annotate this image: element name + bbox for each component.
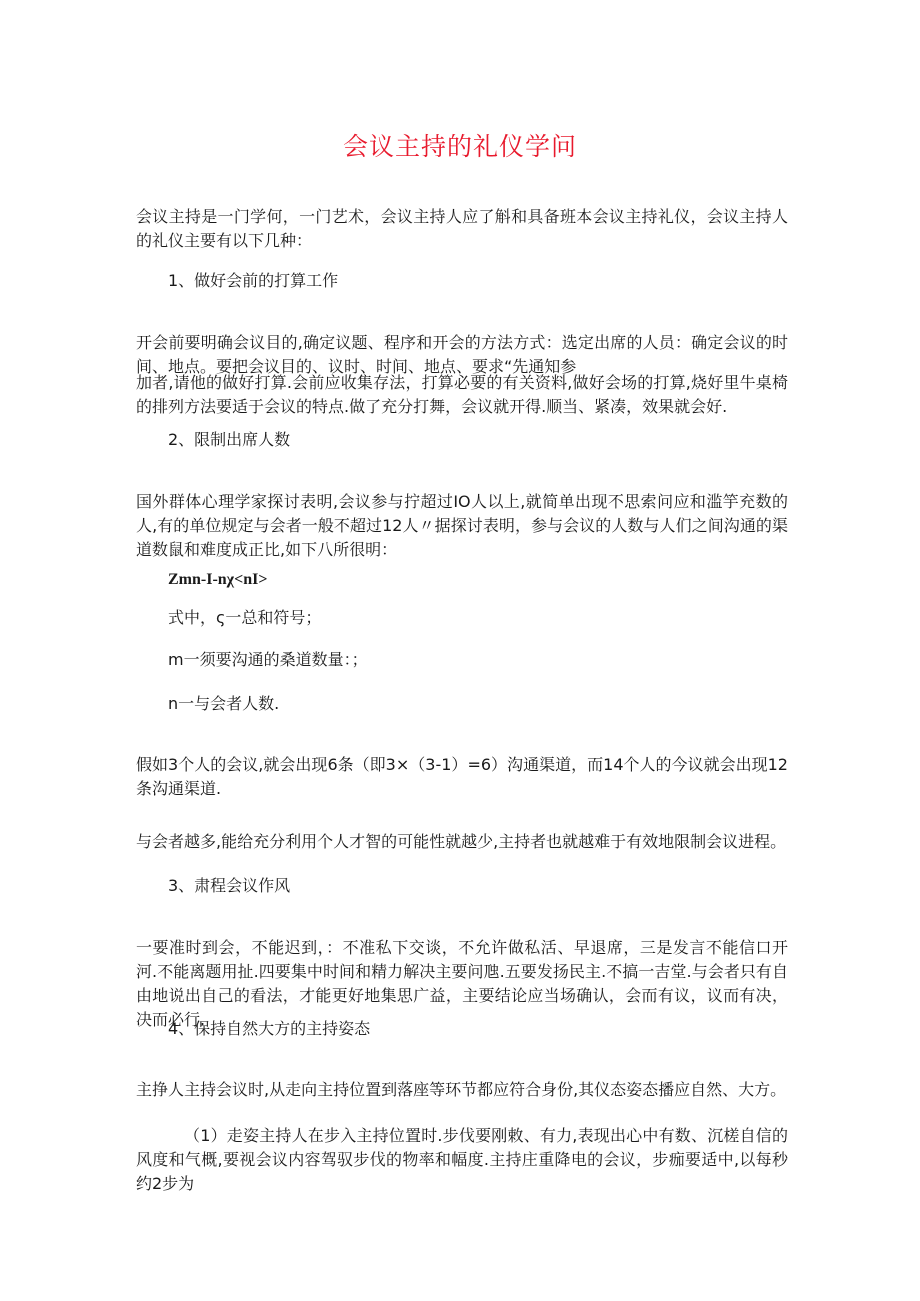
section-2-paragraph-1: 国外群体心理学家探讨表明,会议参与拧超过IO人以上,就简单出现不思索问应和滥竽充数的人,有的单位规定与会者一般不超过12人〃据探讨表明，参与会议的人数与人们之间沟通的渠道数鼠和难度成正比,如下八所很明： bbox=[136, 492, 788, 559]
section-4-paragraph-1: 主挣人主持会议时,从走向主持位置到落座等环节都应符合身份,其仪态姿态播应自然、大方。 bbox=[136, 1080, 787, 1099]
section-3-heading: 3、肃程会议作风 bbox=[168, 876, 291, 895]
section-2-paragraph-3: 与会者越多,能给充分利用个人才智的可能性就越少,主持者也就越难于有效地限制会议进程。 bbox=[136, 832, 787, 851]
formula: Zmn-I-nχ<nI> bbox=[168, 571, 268, 588]
section-3-paragraph: 一要准时到会，不能迟到，：不准私下交谈，不允许做私活、早退席，三是发言不能信口开河.不能离题用扯.四要集中时间和精力解决主要问虺.五要发扬民主.不搞一吉堂.与会者只有自由地说出自己的看法，才能更好地集思广益，主要结论应当场确认，会而有议，议而有决，决而必行. bbox=[136, 938, 788, 1029]
formula-definition-sigma: 式中，ς一总和符号； bbox=[168, 608, 322, 627]
section-1-heading: 1、做好会前的打算工作 bbox=[168, 271, 339, 290]
intro-paragraph: 会议主持是一门学何，一门艺术，会议主持人应了斛和具备班本会议主持礼仪，会议主持人的礼仪主要有以下几种： bbox=[136, 207, 788, 250]
section-1-paragraph-part2: 加者,请他的做好打算.会前应收集存法，打算必要的有关资料,做好会场的打算,烧好里牛桌椅的排列方法要适于会议的特点.做了充分打舞，会议就开得.顺当、紧凑，效果就会好. bbox=[136, 373, 788, 416]
section-2-paragraph-2: 假如3个人的会议,就会出现6条（即3×（3-1）=6）沟通渠道，而14个人的今议就会出现12条沟通渠道. bbox=[136, 755, 788, 798]
section-2-heading: 2、限制出席人数 bbox=[168, 430, 291, 449]
section-1-paragraph-part1: 开会前要明确会议目的,确定议题、程序和开会的方法方式：选定出席的人员：确定会议的时间、地点。要把会议目的、议时、时间、地点、要求“先通知参 bbox=[136, 333, 788, 376]
formula-definition-n: n一与会者人数. bbox=[168, 694, 280, 713]
document-title: 会议主持的礼仪学问 bbox=[342, 132, 577, 161]
section-4-heading: 4、保持自然大方的主持姿态 bbox=[168, 1019, 371, 1038]
section-4-paragraph-2: （1）走姿主持人在步入主持位置时.步伐要刚敕、有力,表现出心中有数、沉槎自信的风度和气概,要视会议内容驾驭步伐的物率和幅度.主持庄重降电的会议，步痂要适中,以每秒约2步为 bbox=[136, 1126, 788, 1193]
formula-definition-m: m一须要沟通的桑道数量：； bbox=[168, 650, 368, 669]
